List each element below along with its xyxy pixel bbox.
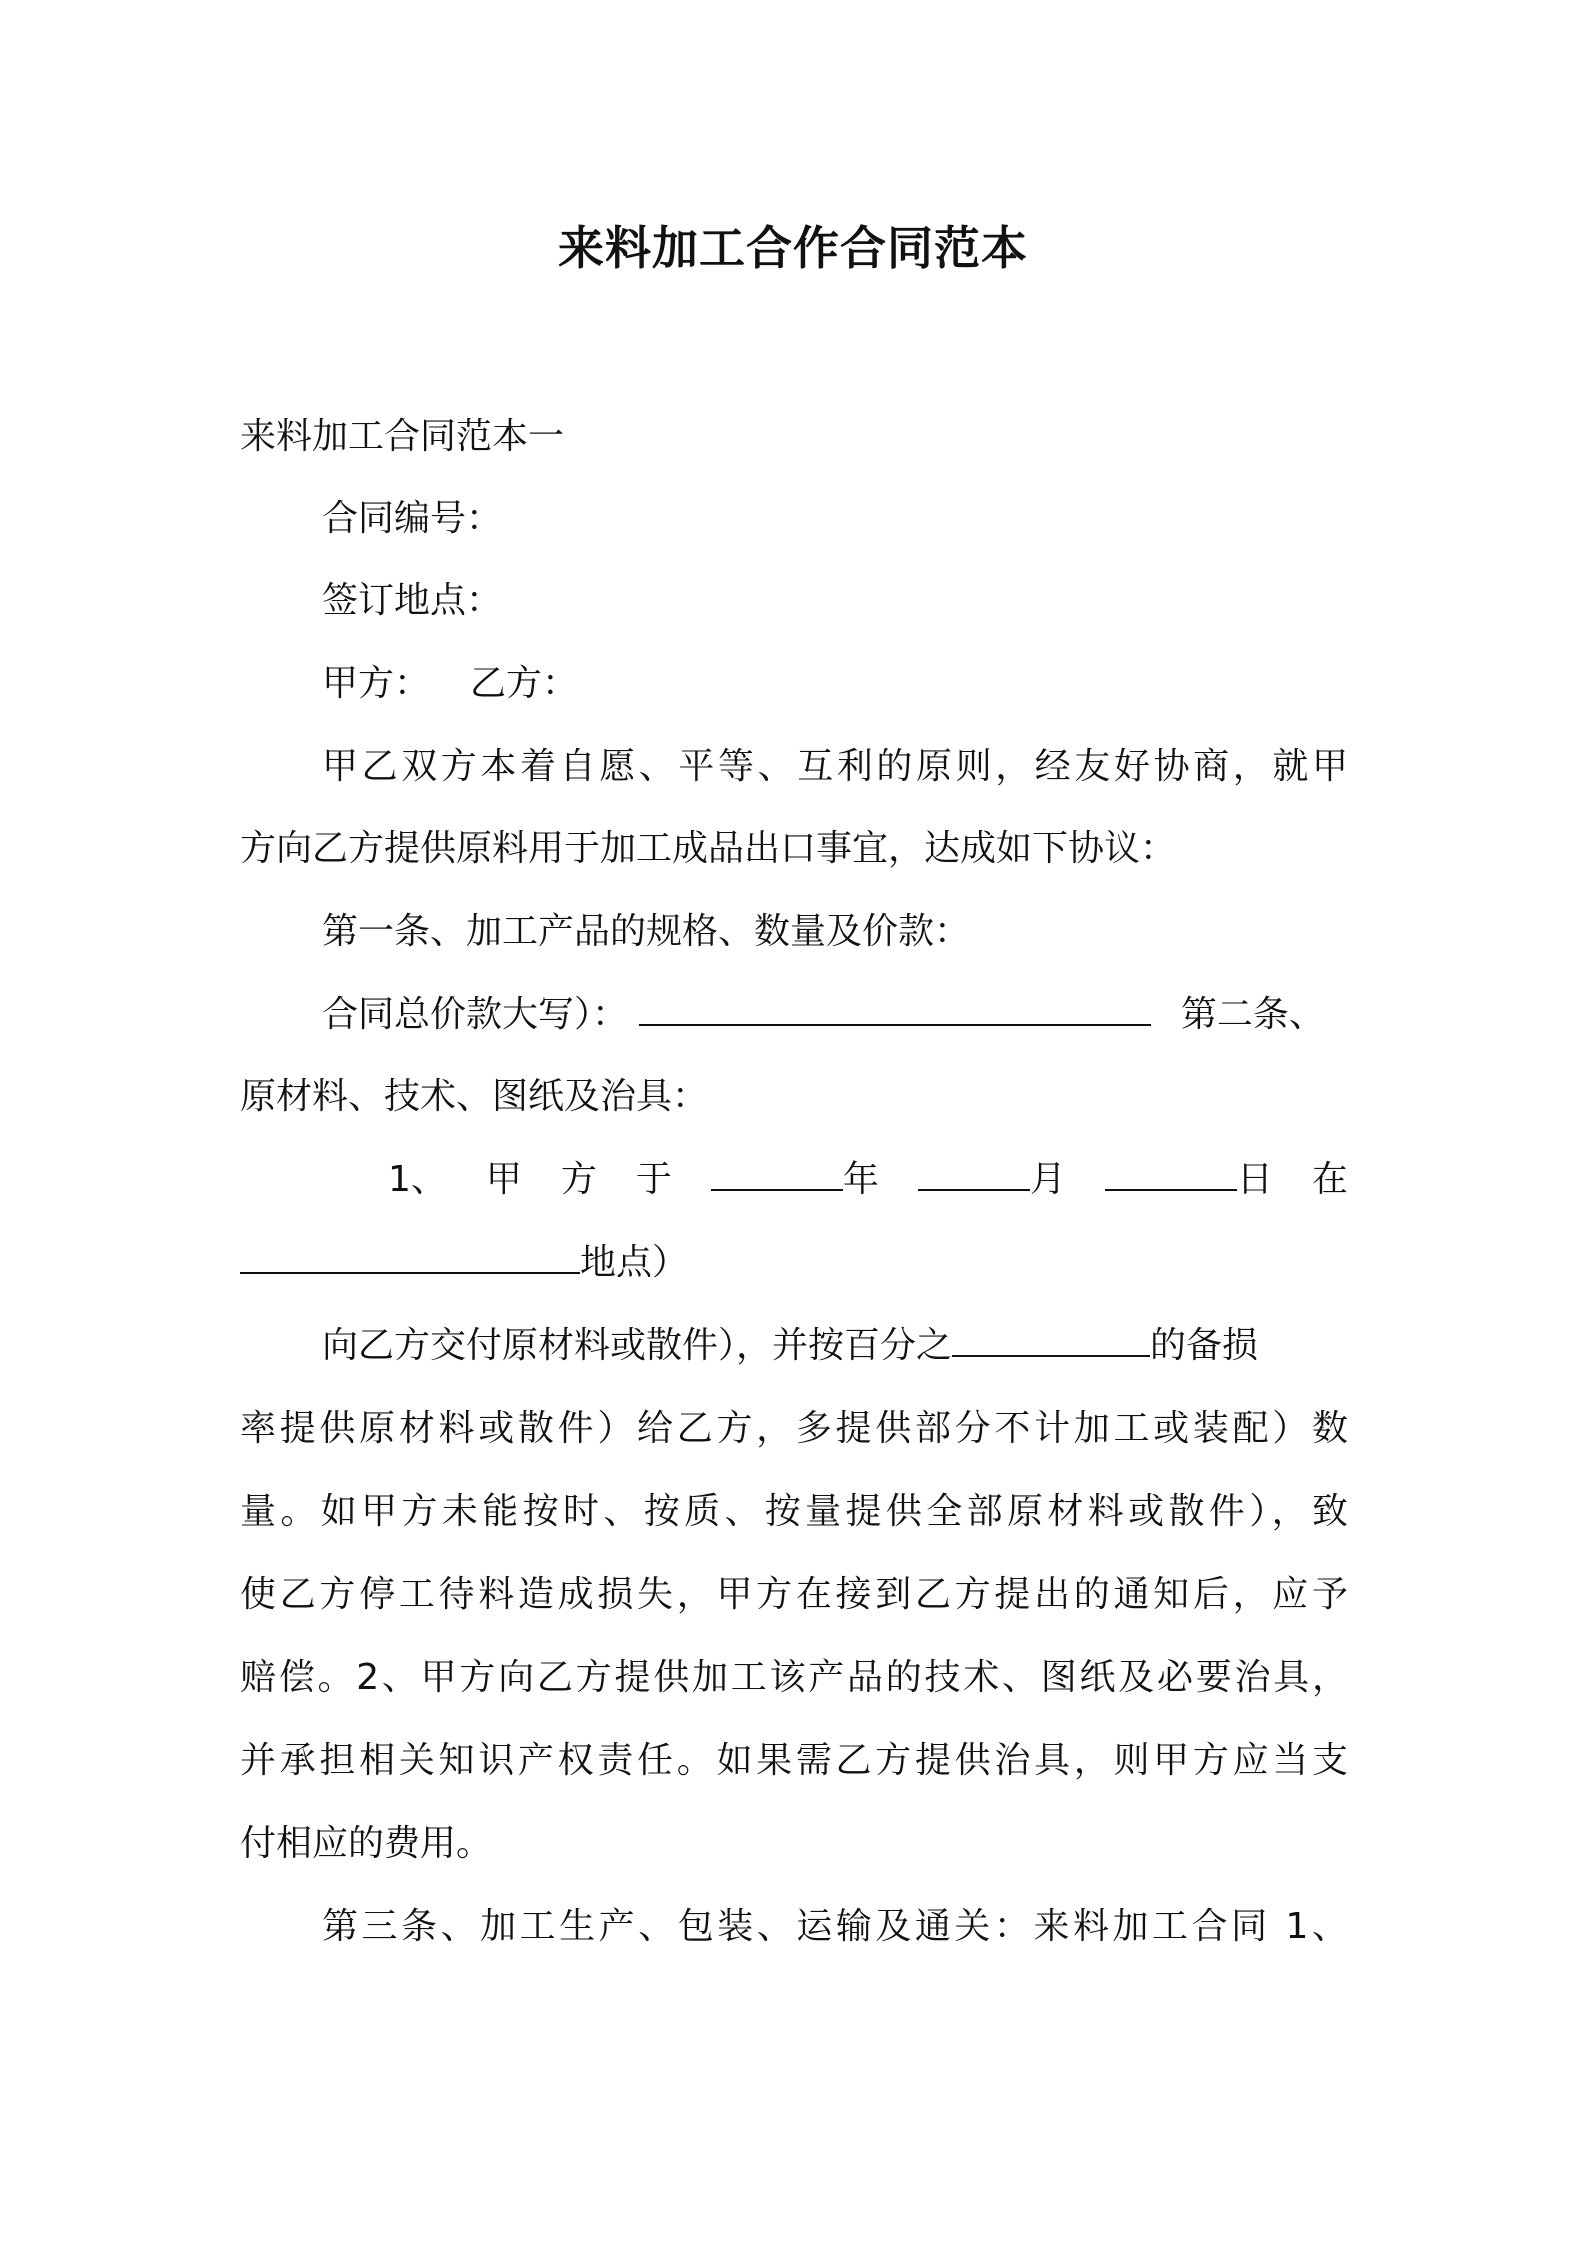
article-1-heading: 第一条、加工产品的规格、数量及价款：: [322, 911, 971, 952]
paragraph-2-line-7: 付相应的费用。: [240, 1823, 493, 1864]
item-1-char: 于: [635, 1159, 672, 1200]
section-heading: 来料加工合同范本一: [240, 416, 565, 457]
year-blank: [711, 1155, 843, 1191]
party-b-label: 乙方：: [470, 663, 579, 704]
item-1-char: 甲: [485, 1159, 522, 1200]
year-label: 年: [842, 1159, 879, 1200]
item-1-char: 方: [560, 1159, 597, 1200]
loss-rate-blank: [952, 1321, 1150, 1357]
document-title: 来料加工合作合同范本: [558, 221, 1028, 275]
paragraph-2-text: 向乙方交付原材料或散件），并按百分之: [322, 1325, 953, 1366]
paragraph-2-line-6: 并承担相关知识产权责任。如果需乙方提供治具，则甲方应当支: [240, 1740, 1348, 1781]
parties-line: [322, 659, 1348, 709]
total-price-label: 合同总价款大写）：: [322, 994, 629, 1035]
paragraph-2-text: 的备损: [1150, 1325, 1259, 1366]
day-label: 日: [1236, 1159, 1273, 1200]
paragraph-2-line-4: 使乙方停工待料造成损失，甲方在接到乙方提出的通知后，应予: [240, 1574, 1348, 1615]
month-blank: [918, 1155, 1030, 1191]
item-1-place-line: [240, 1238, 1348, 1288]
paragraph-1-line-1: 甲乙双方本着自愿、平等、互利的原则，经友好协商，就甲: [322, 746, 1348, 787]
article-3-heading: 第三条、加工生产、包装、运输及通关：来料加工合同 1、: [322, 1906, 1348, 1947]
article-2-heading: 原材料、技术、图纸及治具：: [240, 1076, 709, 1117]
day-blank: [1105, 1155, 1237, 1191]
item-1-char: 在: [1311, 1159, 1348, 1200]
paragraph-2-line-1: [322, 1321, 1348, 1371]
paragraph-1-line-2: 方向乙方提供原料用于加工成品出口事宜，达成如下协议：: [240, 828, 1177, 869]
month-label: 月: [1029, 1159, 1066, 1200]
signing-place-label: 签订地点：: [322, 580, 503, 621]
party-a-label: 甲方：: [322, 663, 431, 704]
place-label: 地点）: [580, 1242, 689, 1283]
total-price-blank: [639, 990, 1151, 1026]
paragraph-2-line-5: 赔偿。2、甲方向乙方提供加工该产品的技术、图纸及必要治具，: [240, 1657, 1348, 1698]
item-1-line: [388, 1155, 1348, 1205]
total-price-line: [322, 990, 1348, 1040]
paragraph-2-line-2: 率提供原材料或散件）给乙方，多提供部分不计加工或装配）数: [240, 1408, 1348, 1449]
item-1-number: 1、: [388, 1159, 447, 1200]
place-blank: [240, 1238, 580, 1274]
paragraph-2-line-3: 量。如甲方未能按时、按质、按量提供全部原材料或散件），致: [240, 1491, 1348, 1532]
article-2-label: 第二条、: [1180, 994, 1325, 1035]
contract-number-label: 合同编号：: [322, 498, 503, 539]
